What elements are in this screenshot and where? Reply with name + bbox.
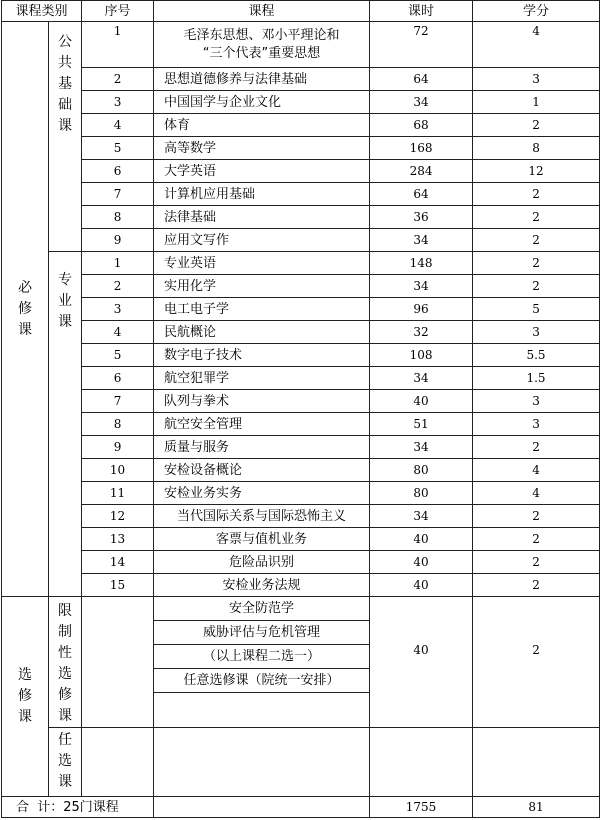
course-name-cell: 数字电子技术 [154,344,370,367]
table-row [2,551,600,574]
hours-cell-empty [370,728,473,797]
table-row [2,728,600,797]
course-name-cell: 应用文写作 [154,229,370,252]
total-credits: 81 [473,797,600,818]
seq-cell: 9 [82,436,154,459]
credits-cell: 2 [473,505,600,528]
table-row [2,183,600,206]
table-row [2,321,600,344]
hours-cell: 40 [370,390,473,413]
header-row [2,1,600,22]
seq-cell: 12 [82,505,154,528]
course-name-cell: 民航概论 [154,321,370,344]
course-name-cell: 危险品识别 [154,551,370,574]
table-row [2,91,600,114]
course-name-cell: 计算机应用基础 [154,183,370,206]
credits-cell: 2 [473,528,600,551]
category-required: 必修课 [2,22,49,597]
credits-cell: 2 [473,574,600,597]
table-row [2,482,600,505]
header-seq: 序号 [82,1,154,22]
total-label: 合 计：25门课程 [2,797,154,818]
subcategory-major: 专业课 [49,252,82,597]
hours-cell: 34 [370,229,473,252]
credits-cell: 4 [473,482,600,505]
hours-cell: 64 [370,183,473,206]
course-name-cell: 电工电子学 [154,298,370,321]
seq-cell: 3 [82,91,154,114]
total-course-empty [154,797,370,818]
seq-cell: 1 [82,252,154,275]
subcategory-free: 任选课 [49,728,82,797]
seq-cell: 13 [82,528,154,551]
hours-cell: 40 [370,574,473,597]
hours-cell: 34 [370,275,473,298]
course-name-cell: 大学英语 [154,160,370,183]
table-row [2,22,600,68]
credits-cell-empty [473,728,600,797]
course-name-cell: 队列与拳术 [154,390,370,413]
course-name-cell: 体育 [154,114,370,137]
course-name-cell: 中国国学与企业文化 [154,91,370,114]
credits-cell: 2 [473,252,600,275]
course-name-cell [154,22,370,68]
course-name-cell: 当代国际关系与国际恐怖主义 [154,505,370,528]
hours-cell: 40 [370,551,473,574]
course-name-cell: 高等数学 [154,137,370,160]
hours-cell: 80 [370,482,473,505]
course-name-cell: 思想道德修养与法律基础 [154,68,370,91]
table-row [2,597,600,621]
category-elective: 选修课 [2,597,49,797]
credits-cell: 2 [473,597,600,728]
credits-cell: 2 [473,206,600,229]
credits-cell: 2 [473,114,600,137]
table-row [2,68,600,91]
header-course: 课程 [154,1,370,22]
seq-cell: 11 [82,482,154,505]
hours-cell: 64 [370,68,473,91]
seq-cell: 2 [82,275,154,298]
credits-cell: 3 [473,68,600,91]
hours-cell: 148 [370,252,473,275]
seq-cell: 4 [82,114,154,137]
table-row [2,275,600,298]
credits-cell: 4 [473,22,600,68]
table-row [2,298,600,321]
table-row [2,390,600,413]
seq-cell: 8 [82,206,154,229]
course-name-line2: “三个代表”重要思想 [202,45,321,61]
seq-cell: 2 [82,68,154,91]
credits-cell: 3 [473,321,600,344]
course-name-cell: 航空安全管理 [154,413,370,436]
credits-cell: 1 [473,91,600,114]
hours-cell: 51 [370,413,473,436]
course-name-cell: 专业英语 [154,252,370,275]
credits-cell: 5.5 [473,344,600,367]
course-name-cell: （以上课程二选一） [154,645,370,669]
seq-cell-empty [82,728,154,797]
credits-cell: 5 [473,298,600,321]
credits-cell: 2 [473,275,600,298]
table-row [2,252,600,275]
table-row [2,160,600,183]
credits-cell: 4 [473,459,600,482]
hours-cell: 32 [370,321,473,344]
table-row [2,528,600,551]
credits-cell: 2 [473,551,600,574]
table-row [2,413,600,436]
course-name-cell: 任意选修课（院统一安排） [154,669,370,693]
credits-cell: 12 [473,160,600,183]
course-name-cell: 安检业务法规 [154,574,370,597]
curriculum-table [1,0,600,818]
seq-cell: 14 [82,551,154,574]
table-row [2,367,600,390]
hours-cell: 68 [370,114,473,137]
hours-cell: 34 [370,367,473,390]
course-name-cell-empty [154,693,370,728]
table-row [2,505,600,528]
course-name-cell-empty [154,728,370,797]
course-name-cell: 威胁评估与危机管理 [154,621,370,645]
seq-cell: 3 [82,298,154,321]
header-credits: 学分 [473,1,600,22]
total-hours: 1755 [370,797,473,818]
table-row [2,344,600,367]
seq-cell: 6 [82,367,154,390]
subcategory-public: 公共基础课 [49,22,82,252]
seq-cell-empty [82,597,154,728]
hours-cell: 284 [370,160,473,183]
course-name-cell: 质量与服务 [154,436,370,459]
credits-cell: 8 [473,137,600,160]
course-name-cell: 法律基础 [154,206,370,229]
course-name-cell: 安全防范学 [154,597,370,621]
hours-cell: 34 [370,91,473,114]
total-row [2,797,600,818]
header-category: 课程类别 [2,1,82,22]
seq-cell: 8 [82,413,154,436]
table-row [2,229,600,252]
hours-cell: 34 [370,505,473,528]
table-row [2,574,600,597]
seq-cell: 5 [82,344,154,367]
seq-cell: 6 [82,160,154,183]
credits-cell: 3 [473,413,600,436]
table-row [2,206,600,229]
subcategory-limited: 限制性选修课 [49,597,82,728]
credits-cell: 1.5 [473,367,600,390]
table-row [2,137,600,160]
seq-cell: 9 [82,229,154,252]
table-row [2,114,600,137]
seq-cell: 4 [82,321,154,344]
hours-cell: 40 [370,528,473,551]
hours-cell: 108 [370,344,473,367]
credits-cell: 2 [473,183,600,206]
course-name-line1: 毛泽东思想、邓小平理论和 [183,27,340,43]
course-name-cell: 客票与值机业务 [154,528,370,551]
hours-cell: 80 [370,459,473,482]
course-name-cell: 安检业务实务 [154,482,370,505]
seq-cell: 10 [82,459,154,482]
hours-cell: 168 [370,137,473,160]
seq-cell: 15 [82,574,154,597]
seq-cell: 7 [82,183,154,206]
hours-cell: 34 [370,436,473,459]
hours-cell: 96 [370,298,473,321]
credits-cell: 2 [473,229,600,252]
hours-cell: 36 [370,206,473,229]
course-name-cell: 安检设备概论 [154,459,370,482]
seq-cell: 7 [82,390,154,413]
hours-cell: 72 [370,22,473,68]
seq-cell: 5 [82,137,154,160]
seq-cell: 1 [82,22,154,68]
header-hours: 课时 [370,1,473,22]
course-name-cell: 航空犯罪学 [154,367,370,390]
table-row [2,459,600,482]
course-name-cell: 实用化学 [154,275,370,298]
table-row [2,436,600,459]
credits-cell: 3 [473,390,600,413]
credits-cell: 2 [473,436,600,459]
hours-cell: 40 [370,597,473,728]
